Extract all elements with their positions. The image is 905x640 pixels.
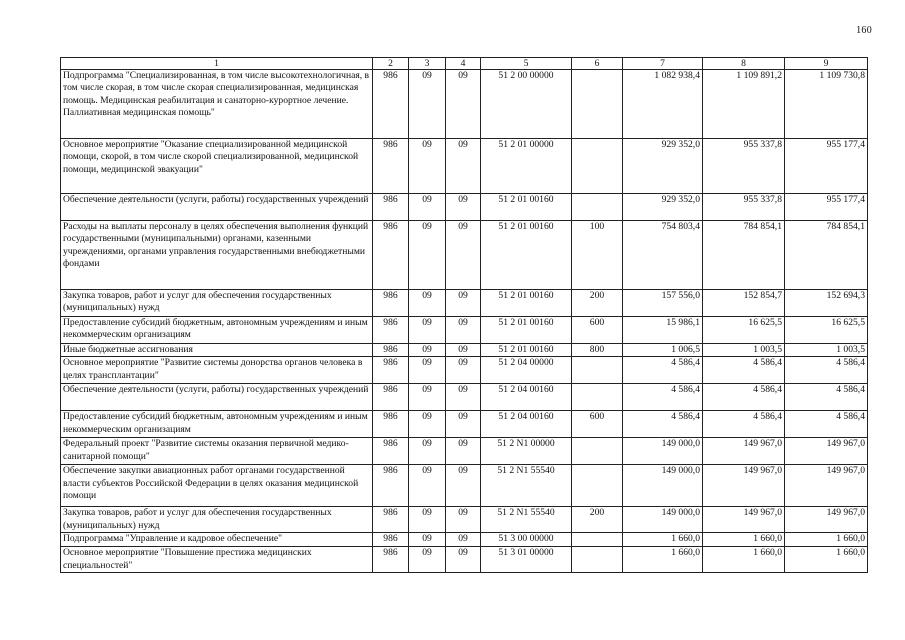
ministry-code-cell: 986 bbox=[373, 344, 409, 357]
row-name-cell: Основное мероприятие "Развитие системы донорства органов человека в целях трансплантации" bbox=[61, 357, 373, 384]
row-name-cell: Подпрограмма "Управление и кадровое обеспечение" bbox=[61, 533, 373, 547]
table-row bbox=[61, 357, 868, 384]
amount-year2-cell: 149 967,0 bbox=[703, 465, 785, 507]
amount-year2-cell: 16 625,5 bbox=[703, 317, 785, 344]
amount-year3-cell: 4 586,4 bbox=[785, 384, 868, 411]
table-row bbox=[61, 465, 868, 507]
section-code-cell: 09 bbox=[409, 194, 446, 221]
ministry-code-cell: 986 bbox=[373, 221, 409, 290]
target-article-cell: 51 3 00 00000 bbox=[481, 533, 572, 547]
row-name-cell: Обеспечение закупки авиационных работ органами государственной власти субъектов Российской Федерации в целях оказания медицинской помощи bbox=[61, 465, 373, 507]
amount-year3-cell: 16 625,5 bbox=[785, 317, 868, 344]
expense-type-cell: 100 bbox=[572, 221, 623, 290]
expense-type-cell bbox=[572, 438, 623, 465]
amount-year2-cell: 1 660,0 bbox=[703, 547, 785, 573]
amount-year1-cell: 1 006,5 bbox=[623, 344, 703, 357]
subsection-code-cell: 09 bbox=[446, 533, 481, 547]
amount-year2-cell: 1 109 891,2 bbox=[703, 70, 785, 139]
amount-year3-cell: 4 586,4 bbox=[785, 411, 868, 438]
row-name-cell: Расходы на выплаты персоналу в целях обеспечения выполнения функций государственными (муниципальными) органами, казенными учреждениями, органами управления государственными внебюджетными фондами bbox=[61, 221, 373, 290]
table-row bbox=[61, 317, 868, 344]
section-code-cell: 09 bbox=[409, 139, 446, 194]
amount-year1-cell: 157 556,0 bbox=[623, 290, 703, 317]
amount-year1-cell: 149 000,0 bbox=[623, 438, 703, 465]
ministry-code-cell: 986 bbox=[373, 357, 409, 384]
section-code-cell: 09 bbox=[409, 533, 446, 547]
target-article-cell: 51 2 N1 55540 bbox=[481, 465, 572, 507]
column-header: 9 bbox=[785, 58, 868, 70]
row-name-cell: Обеспечение деятельности (услуги, работы) государственных учреждений bbox=[61, 194, 373, 221]
target-article-cell: 51 2 04 00160 bbox=[481, 384, 572, 411]
subsection-code-cell: 09 bbox=[446, 411, 481, 438]
amount-year1-cell: 15 986,1 bbox=[623, 317, 703, 344]
column-header: 6 bbox=[572, 58, 623, 70]
subsection-code-cell: 09 bbox=[446, 344, 481, 357]
section-code-cell: 09 bbox=[409, 70, 446, 139]
table-row bbox=[61, 547, 868, 573]
table-row bbox=[61, 438, 868, 465]
section-code-cell: 09 bbox=[409, 357, 446, 384]
amount-year3-cell: 1 660,0 bbox=[785, 547, 868, 573]
expense-type-cell bbox=[572, 384, 623, 411]
table-row bbox=[61, 507, 868, 533]
ministry-code-cell: 986 bbox=[373, 290, 409, 317]
column-header: 3 bbox=[409, 58, 446, 70]
column-header: 4 bbox=[446, 58, 481, 70]
amount-year3-cell: 784 854,1 bbox=[785, 221, 868, 290]
row-name-cell: Федеральный проект "Развитие системы оказания первичной медико-санитарной помощи" bbox=[61, 438, 373, 465]
expense-type-cell: 800 bbox=[572, 344, 623, 357]
amount-year1-cell: 754 803,4 bbox=[623, 221, 703, 290]
expense-type-cell bbox=[572, 139, 623, 194]
expense-type-cell bbox=[572, 547, 623, 573]
amount-year3-cell: 149 967,0 bbox=[785, 465, 868, 507]
ministry-code-cell: 986 bbox=[373, 411, 409, 438]
table-row bbox=[61, 384, 868, 411]
expense-type-cell bbox=[572, 533, 623, 547]
target-article-cell: 51 2 04 00000 bbox=[481, 357, 572, 384]
amount-year3-cell: 149 967,0 bbox=[785, 438, 868, 465]
subsection-code-cell: 09 bbox=[446, 465, 481, 507]
target-article-cell: 51 2 01 00160 bbox=[481, 194, 572, 221]
row-name-cell: Основное мероприятие "Повышение престижа медицинских специальностей" bbox=[61, 547, 373, 573]
target-article-cell: 51 2 00 00000 bbox=[481, 70, 572, 139]
section-code-cell: 09 bbox=[409, 465, 446, 507]
amount-year2-cell: 955 337,8 bbox=[703, 139, 785, 194]
subsection-code-cell: 09 bbox=[446, 221, 481, 290]
amount-year2-cell: 4 586,4 bbox=[703, 411, 785, 438]
amount-year2-cell: 4 586,4 bbox=[703, 357, 785, 384]
amount-year2-cell: 149 967,0 bbox=[703, 438, 785, 465]
target-article-cell: 51 2 01 00160 bbox=[481, 221, 572, 290]
column-number-row bbox=[61, 58, 868, 70]
section-code-cell: 09 bbox=[409, 507, 446, 533]
amount-year3-cell: 1 109 730,8 bbox=[785, 70, 868, 139]
table-row bbox=[61, 344, 868, 357]
amount-year3-cell: 955 177,4 bbox=[785, 194, 868, 221]
subsection-code-cell: 09 bbox=[446, 194, 481, 221]
table-row bbox=[61, 221, 868, 290]
subsection-code-cell: 09 bbox=[446, 384, 481, 411]
row-name-cell: Обеспечение деятельности (услуги, работы) государственных учреждений bbox=[61, 384, 373, 411]
target-article-cell: 51 2 01 00000 bbox=[481, 139, 572, 194]
target-article-cell: 51 2 N1 55540 bbox=[481, 507, 572, 533]
ministry-code-cell: 986 bbox=[373, 139, 409, 194]
target-article-cell: 51 2 01 00160 bbox=[481, 317, 572, 344]
row-name-cell: Закупка товаров, работ и услуг для обеспечения государственных (муниципальных) нужд bbox=[61, 290, 373, 317]
column-header: 2 bbox=[373, 58, 409, 70]
page-number: 160 bbox=[856, 25, 872, 36]
target-article-cell: 51 2 04 00160 bbox=[481, 411, 572, 438]
amount-year1-cell: 4 586,4 bbox=[623, 411, 703, 438]
expense-type-cell bbox=[572, 70, 623, 139]
table-body bbox=[61, 70, 868, 573]
amount-year3-cell: 1 003,5 bbox=[785, 344, 868, 357]
subsection-code-cell: 09 bbox=[446, 438, 481, 465]
row-name-cell: Закупка товаров, работ и услуг для обеспечения государственных (муниципальных) нужд bbox=[61, 507, 373, 533]
section-code-cell: 09 bbox=[409, 411, 446, 438]
ministry-code-cell: 986 bbox=[373, 507, 409, 533]
ministry-code-cell: 986 bbox=[373, 438, 409, 465]
amount-year2-cell: 1 003,5 bbox=[703, 344, 785, 357]
column-header: 1 bbox=[61, 58, 373, 70]
budget-table bbox=[60, 57, 868, 573]
amount-year1-cell: 929 352,0 bbox=[623, 194, 703, 221]
target-article-cell: 51 2 01 00160 bbox=[481, 344, 572, 357]
ministry-code-cell: 986 bbox=[373, 194, 409, 221]
amount-year1-cell: 1 082 938,4 bbox=[623, 70, 703, 139]
table-row bbox=[61, 411, 868, 438]
ministry-code-cell: 986 bbox=[373, 465, 409, 507]
subsection-code-cell: 09 bbox=[446, 290, 481, 317]
subsection-code-cell: 09 bbox=[446, 317, 481, 344]
table-row bbox=[61, 533, 868, 547]
expense-type-cell: 200 bbox=[572, 290, 623, 317]
amount-year1-cell: 1 660,0 bbox=[623, 547, 703, 573]
row-name-cell: Подпрограмма "Специализированная, в том числе высокотехнологичная, в том числе скорая, в том числе скорая специализированная, медицинская помощь. Медицинская реабилитация и санаторно-курортное лечение. Паллиативная медицинская помощь" bbox=[61, 70, 373, 139]
amount-year1-cell: 4 586,4 bbox=[623, 357, 703, 384]
table-row bbox=[61, 70, 868, 139]
column-header: 7 bbox=[623, 58, 703, 70]
table-row bbox=[61, 194, 868, 221]
amount-year3-cell: 149 967,0 bbox=[785, 507, 868, 533]
amount-year2-cell: 149 967,0 bbox=[703, 507, 785, 533]
section-code-cell: 09 bbox=[409, 547, 446, 573]
section-code-cell: 09 bbox=[409, 317, 446, 344]
row-name-cell: Основное мероприятие "Оказание специализированной медицинской помощи, скорой, в том числе скорой специализированной, медицинской помощи, медицинской эвакуации" bbox=[61, 139, 373, 194]
ministry-code-cell: 986 bbox=[373, 547, 409, 573]
section-code-cell: 09 bbox=[409, 221, 446, 290]
ministry-code-cell: 986 bbox=[373, 70, 409, 139]
amount-year3-cell: 1 660,0 bbox=[785, 533, 868, 547]
section-code-cell: 09 bbox=[409, 438, 446, 465]
amount-year1-cell: 149 000,0 bbox=[623, 465, 703, 507]
row-name-cell: Предоставление субсидий бюджетным, автономным учреждениям и иным некоммерческим организациям bbox=[61, 317, 373, 344]
expense-type-cell bbox=[572, 194, 623, 221]
subsection-code-cell: 09 bbox=[446, 547, 481, 573]
expense-type-cell: 600 bbox=[572, 411, 623, 438]
amount-year1-cell: 1 660,0 bbox=[623, 533, 703, 547]
subsection-code-cell: 09 bbox=[446, 70, 481, 139]
subsection-code-cell: 09 bbox=[446, 507, 481, 533]
amount-year3-cell: 152 694,3 bbox=[785, 290, 868, 317]
amount-year1-cell: 4 586,4 bbox=[623, 384, 703, 411]
amount-year1-cell: 149 000,0 bbox=[623, 507, 703, 533]
amount-year2-cell: 1 660,0 bbox=[703, 533, 785, 547]
column-header: 5 bbox=[481, 58, 572, 70]
ministry-code-cell: 986 bbox=[373, 533, 409, 547]
section-code-cell: 09 bbox=[409, 384, 446, 411]
amount-year3-cell: 4 586,4 bbox=[785, 357, 868, 384]
table-row bbox=[61, 139, 868, 194]
amount-year2-cell: 152 854,7 bbox=[703, 290, 785, 317]
subsection-code-cell: 09 bbox=[446, 139, 481, 194]
amount-year3-cell: 955 177,4 bbox=[785, 139, 868, 194]
column-header: 8 bbox=[703, 58, 785, 70]
section-code-cell: 09 bbox=[409, 344, 446, 357]
amount-year2-cell: 955 337,8 bbox=[703, 194, 785, 221]
target-article-cell: 51 3 01 00000 bbox=[481, 547, 572, 573]
expense-type-cell bbox=[572, 357, 623, 384]
ministry-code-cell: 986 bbox=[373, 384, 409, 411]
amount-year2-cell: 4 586,4 bbox=[703, 384, 785, 411]
expense-type-cell: 600 bbox=[572, 317, 623, 344]
subsection-code-cell: 09 bbox=[446, 357, 481, 384]
target-article-cell: 51 2 01 00160 bbox=[481, 290, 572, 317]
expense-type-cell bbox=[572, 465, 623, 507]
ministry-code-cell: 986 bbox=[373, 317, 409, 344]
expense-type-cell: 200 bbox=[572, 507, 623, 533]
amount-year1-cell: 929 352,0 bbox=[623, 139, 703, 194]
amount-year2-cell: 784 854,1 bbox=[703, 221, 785, 290]
row-name-cell: Иные бюджетные ассигнования bbox=[61, 344, 373, 357]
section-code-cell: 09 bbox=[409, 290, 446, 317]
table-row bbox=[61, 290, 868, 317]
row-name-cell: Предоставление субсидий бюджетным, автономным учреждениям и иным некоммерческим организациям bbox=[61, 411, 373, 438]
target-article-cell: 51 2 N1 00000 bbox=[481, 438, 572, 465]
